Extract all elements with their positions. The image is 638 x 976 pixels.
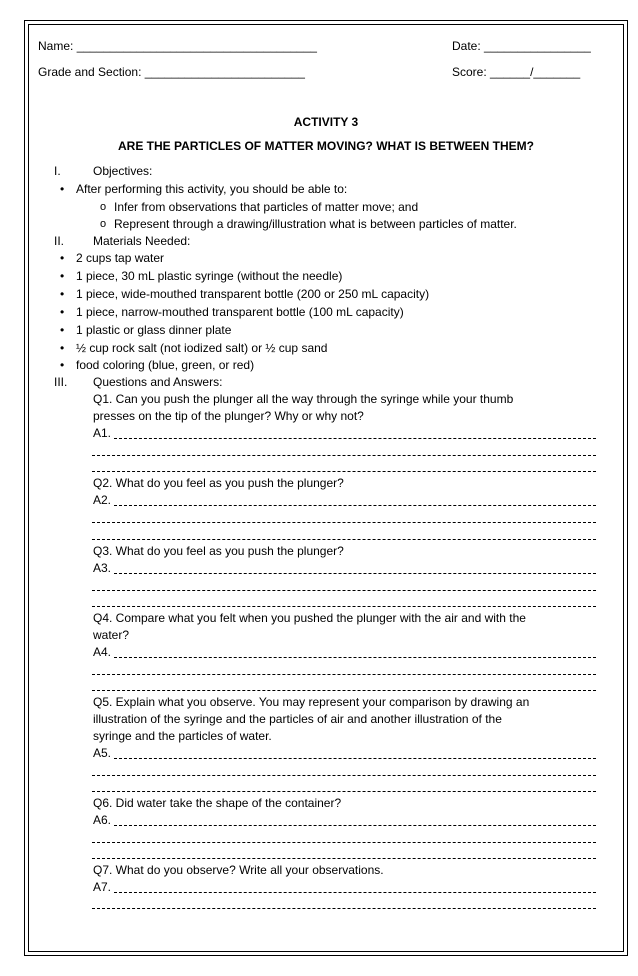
material-item: • 1 piece, narrow-mouthed transparent bottle (100 mL capacity)	[76, 304, 404, 320]
question-q1-line1: Q1. Can you push the plunger all the way through the syringe while your thumb	[93, 392, 514, 406]
answer-a1-label: A1.	[93, 426, 112, 440]
grade-blank[interactable]: ________________________	[144, 65, 305, 79]
answer-line[interactable]	[92, 471, 596, 472]
objective-item: o Represent through a drawing/illustration what is between particles of matter.	[114, 216, 517, 232]
answer-line[interactable]	[114, 892, 596, 893]
answer-line[interactable]	[114, 825, 596, 826]
answer-line[interactable]	[92, 690, 596, 691]
answer-line[interactable]	[92, 674, 596, 675]
section2-numeral: II.	[54, 234, 65, 248]
grade-field	[38, 64, 305, 80]
answer-line[interactable]	[92, 539, 596, 540]
section2-heading: Materials Needed:	[93, 234, 191, 248]
name-blank[interactable]: ____________________________________	[76, 39, 317, 53]
section3-numeral: III.	[54, 375, 68, 389]
section1-heading: Objectives:	[93, 164, 153, 178]
material-item: • 1 piece, wide-mouthed transparent bottle (200 or 250 mL capacity)	[76, 286, 429, 302]
date-blank[interactable]: ________________	[484, 39, 591, 53]
score-blank[interactable]: ______/_______	[490, 65, 581, 79]
answer-line[interactable]	[114, 438, 596, 439]
material-item: • food coloring (blue, green, or red)	[76, 357, 254, 373]
answer-a5-label: A5.	[93, 746, 112, 760]
score-field	[452, 64, 580, 80]
material-item: • ½ cup rock salt (not iodized salt) or ½ cup sand	[76, 340, 327, 356]
date-label: Date:	[452, 39, 481, 53]
answer-line[interactable]	[92, 455, 596, 456]
answer-line[interactable]	[114, 758, 596, 759]
answer-a7-label: A7.	[93, 880, 112, 894]
answer-line[interactable]	[92, 522, 596, 523]
answer-a4-label: A4.	[93, 645, 112, 659]
answer-line[interactable]	[92, 791, 596, 792]
grade-label: Grade and Section:	[38, 65, 142, 79]
section1-numeral: I.	[54, 164, 61, 178]
name-label: Name:	[38, 39, 74, 53]
answer-a6-label: A6.	[93, 813, 112, 827]
answer-line[interactable]	[92, 908, 596, 909]
answer-line[interactable]	[92, 775, 596, 776]
activity-title: ARE THE PARTICLES OF MATTER MOVING? WHAT IS BETWEEN THEM?	[118, 139, 534, 153]
score-label: Score:	[452, 65, 487, 79]
answer-a2-label: A2.	[93, 493, 112, 507]
answer-line[interactable]	[114, 657, 596, 658]
question-q4-line1: Q4. Compare what you felt when you pushed the plunger with the air and with the	[93, 611, 526, 625]
question-q2: Q2. What do you feel as you push the plunger?	[93, 476, 344, 490]
question-q1-line2: presses on the tip of the plunger? Why or why not?	[93, 409, 364, 423]
question-q6: Q6. Did water take the shape of the container?	[93, 796, 342, 810]
answer-line[interactable]	[92, 606, 596, 607]
question-q7: Q7. What do you observe? Write all your observations.	[93, 863, 384, 877]
answer-a3-label: A3.	[93, 561, 112, 575]
answer-line[interactable]	[92, 842, 596, 843]
question-q5-line3: syringe and the particles of water.	[93, 729, 272, 743]
question-q5-line2: illustration of the syringe and the particles of air and another illustration of the	[93, 712, 502, 726]
section1-intro: • After performing this activity, you should be able to:	[76, 181, 347, 197]
objective-item: o Infer from observations that particles of matter move; and	[114, 199, 418, 215]
answer-line[interactable]	[92, 590, 596, 591]
material-item: • 1 piece, 30 mL plastic syringe (without the needle)	[76, 268, 342, 284]
question-q5-line1: Q5. Explain what you observe. You may represent your comparison by drawing an	[93, 695, 530, 709]
section3-heading: Questions and Answers:	[93, 375, 223, 389]
name-field	[38, 38, 317, 54]
question-q3: Q3. What do you feel as you push the plunger?	[93, 544, 344, 558]
activity-number: ACTIVITY 3	[293, 115, 359, 129]
material-item: • 1 plastic or glass dinner plate	[76, 322, 231, 338]
material-item: • 2 cups tap water	[76, 250, 164, 266]
answer-line[interactable]	[114, 573, 596, 574]
answer-line[interactable]	[114, 505, 596, 506]
question-q4-line2: water?	[93, 628, 130, 642]
answer-line[interactable]	[92, 858, 596, 859]
date-field	[452, 38, 591, 54]
